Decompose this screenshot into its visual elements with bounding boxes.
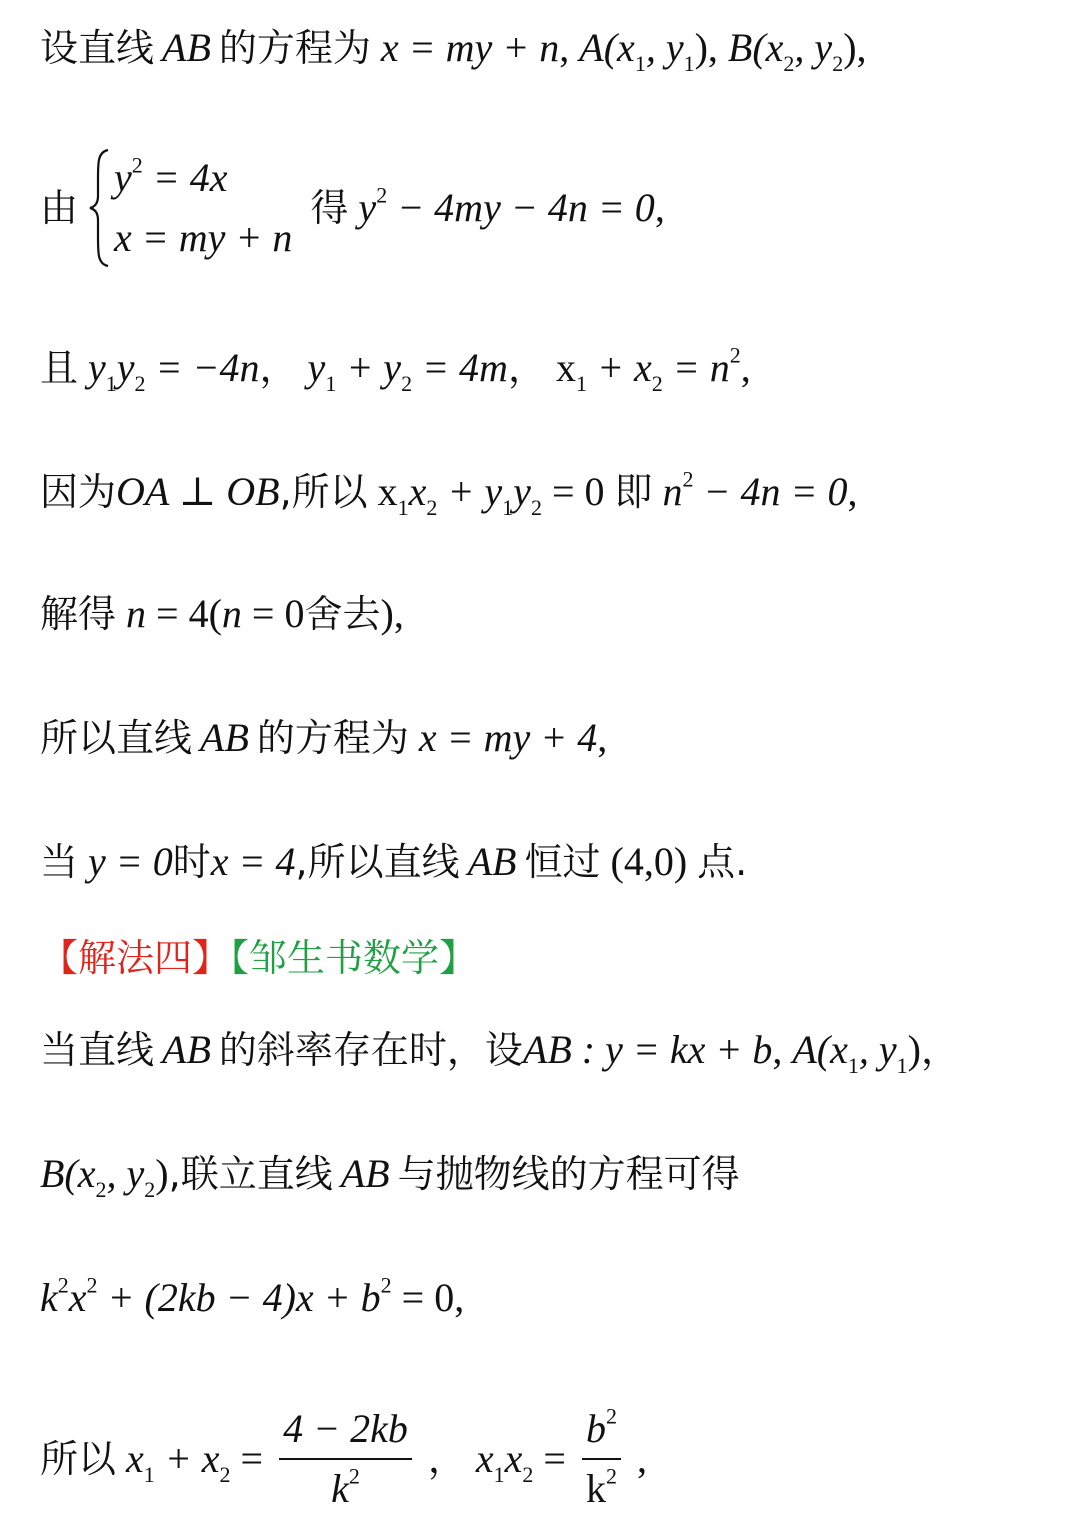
equation: = 0 — [241, 591, 305, 636]
text: 的方程为 — [256, 716, 409, 760]
text: ,联立直线 — [168, 1152, 333, 1196]
equation: = 0 — [391, 1275, 455, 1320]
equation: = 4( — [146, 591, 222, 636]
var: b — [585, 1406, 606, 1451]
sep: ， — [259, 346, 298, 390]
var: y — [513, 469, 531, 514]
equation: x = my + 4 — [418, 715, 598, 760]
subscript: 1 — [634, 50, 646, 76]
subscript: 2 — [522, 1461, 534, 1487]
sep: , — [740, 345, 751, 390]
line-5-solve-n — [40, 588, 404, 640]
var: k — [40, 1275, 58, 1320]
var: x — [377, 469, 398, 514]
exponent: 2 — [131, 152, 143, 178]
line-1-line-equation-setup — [40, 22, 867, 74]
text: 所以直线 — [40, 716, 193, 760]
text: 且 — [40, 346, 79, 390]
var-AB: AB — [522, 1027, 572, 1072]
sep: , — [847, 469, 858, 514]
point-B: B(x — [40, 1151, 96, 1196]
exponent: 2 — [86, 1272, 98, 1298]
subscript: 2 — [144, 1176, 156, 1202]
var: + y — [336, 345, 402, 390]
var: y — [116, 345, 135, 390]
equation: = 4m — [412, 345, 508, 390]
text: ,所以 — [279, 470, 368, 514]
paren: ) — [694, 25, 708, 70]
subscript: 2 — [783, 50, 795, 76]
line-9-slope-setup — [40, 1024, 959, 1076]
var: y — [114, 155, 132, 200]
brace-icon — [88, 148, 112, 268]
fraction-sum — [279, 1400, 412, 1518]
text: 即 — [614, 470, 653, 514]
sep: , — [772, 1027, 783, 1072]
subscript: 1 — [575, 370, 587, 396]
line-10-combine — [40, 1148, 740, 1200]
line-11-quadratic — [40, 1272, 464, 1324]
denominator — [279, 1458, 412, 1518]
var: y — [358, 185, 377, 230]
line-7-fixed-point — [40, 836, 747, 888]
subscript: 1 — [325, 370, 337, 396]
var: k — [585, 1466, 606, 1511]
perpendicular-condition: OA ⊥ OB — [116, 469, 280, 514]
text: 由 — [40, 186, 79, 230]
subscript: 1 — [105, 370, 117, 396]
equation: = 4x — [142, 155, 228, 200]
var: x — [555, 345, 576, 390]
point: (4,0) — [610, 839, 688, 884]
section-heading — [40, 932, 477, 984]
exponent: 2 — [729, 342, 741, 368]
sum-expression — [126, 1436, 264, 1487]
text: 点. — [697, 840, 748, 884]
subscript: 1 — [896, 1052, 908, 1078]
text: 舍去 — [304, 592, 381, 636]
text: 设直线 — [40, 26, 155, 70]
var-AB: AB — [200, 715, 249, 760]
exponent: 2 — [682, 466, 694, 492]
paren: ) — [907, 1027, 921, 1072]
text: 因为 — [40, 470, 117, 514]
numerator — [582, 1400, 621, 1458]
text: 时 — [172, 840, 211, 884]
equation: − 4n = 0 — [693, 469, 848, 514]
paren: ) — [380, 591, 394, 636]
text: 所以 — [40, 1437, 117, 1481]
subscript: 2 — [134, 370, 146, 396]
equation: − 4my − 4n = 0 — [387, 185, 655, 230]
subscript: 1 — [493, 1461, 505, 1487]
system-row-2 — [114, 208, 292, 268]
sep: ， — [427, 1437, 466, 1481]
sep: , — [393, 591, 404, 636]
subscript: 2 — [219, 1461, 231, 1487]
sep: , — [654, 185, 665, 230]
sep: ， — [507, 346, 546, 390]
text: 恒过 — [524, 840, 601, 884]
subscript: 2 — [426, 494, 438, 520]
sep: , — [636, 1436, 647, 1481]
method-label: 【解法四】 — [40, 936, 231, 980]
system-row-1 — [114, 148, 292, 208]
var: + x — [586, 345, 652, 390]
point-B: B(x — [727, 25, 784, 70]
var: x — [504, 1436, 523, 1481]
exponent: 2 — [380, 1272, 392, 1298]
sep: , — [856, 25, 867, 70]
quadratic — [358, 182, 665, 230]
line-6-line-AB — [40, 712, 607, 764]
exponent: 2 — [605, 1463, 617, 1489]
var-AB: AB — [162, 25, 211, 70]
author-label: 【邹生书数学】 — [230, 936, 478, 980]
point-A: , y — [645, 25, 684, 70]
text: 得 — [310, 186, 349, 230]
equation: = 0 — [541, 469, 605, 514]
text: 解得 — [40, 592, 117, 636]
text: 的斜率存在时，设 — [218, 1028, 523, 1072]
line-3-vieta — [40, 342, 751, 394]
numerator: 4 − 2kb — [283, 1406, 408, 1451]
exponent: 2 — [348, 1463, 360, 1489]
var: n — [126, 591, 147, 636]
subscript: 1 — [847, 1052, 859, 1078]
equation: x = 4 — [210, 839, 296, 884]
equals: = — [230, 1436, 264, 1481]
line-4-perpendicular — [40, 466, 858, 518]
sep: ， — [920, 1028, 959, 1072]
equation: = n — [662, 345, 730, 390]
equation: y = 0 — [88, 839, 173, 884]
text: 当 — [40, 840, 79, 884]
paren: ) — [843, 25, 857, 70]
var: x — [475, 1436, 494, 1481]
subscript: 1 — [397, 494, 409, 520]
var: n — [221, 591, 242, 636]
sep: , — [454, 1275, 465, 1320]
subscript: 1 — [502, 494, 514, 520]
equation: = −4n — [145, 345, 260, 390]
sep: , — [559, 25, 570, 70]
var-AB: AB — [340, 1151, 390, 1196]
text: ,所以直线 — [295, 840, 460, 884]
var: y — [88, 345, 106, 390]
exponent: 2 — [605, 1403, 617, 1429]
text: 与抛物线的方程可得 — [397, 1152, 740, 1196]
product-expression — [475, 1436, 566, 1487]
sep: , — [707, 25, 718, 70]
equation: : y = kx + b — [571, 1027, 773, 1072]
exponent: 2 — [376, 182, 388, 208]
var: + y — [437, 469, 503, 514]
text: 的方程为 — [218, 26, 371, 70]
var: x — [408, 469, 427, 514]
var: + x — [154, 1436, 220, 1481]
point-A: A(x — [792, 1027, 848, 1072]
subscript: 2 — [95, 1176, 107, 1202]
point-A: A(x — [579, 25, 635, 70]
subscript: 2 — [651, 370, 663, 396]
text: 当直线 — [40, 1028, 155, 1072]
line-12-vieta-fractions — [40, 1400, 647, 1518]
sep: , — [597, 715, 608, 760]
var: x — [126, 1436, 144, 1481]
exponent: 2 — [57, 1272, 69, 1298]
point-A: , y — [858, 1027, 897, 1072]
var: y — [307, 345, 326, 390]
paren: ) — [155, 1151, 169, 1196]
var: k — [331, 1466, 349, 1511]
equation: x = my + n — [114, 215, 293, 260]
var-AB: AB — [162, 1027, 211, 1072]
point-B: , y — [106, 1151, 145, 1196]
fraction-product — [582, 1400, 621, 1518]
denominator — [582, 1458, 621, 1518]
var-AB: AB — [467, 839, 517, 884]
subscript: 1 — [143, 1461, 155, 1487]
subscript: 1 — [683, 50, 695, 76]
equation: + (2kb − 4)x + b — [97, 1275, 381, 1320]
subscript: 2 — [401, 370, 413, 396]
subscript: 2 — [832, 50, 844, 76]
line-2-system — [40, 148, 665, 268]
equals: = — [533, 1436, 566, 1481]
equation: x = my + n — [380, 25, 560, 70]
subscript: 2 — [530, 494, 542, 520]
var: x — [68, 1275, 87, 1320]
equation-system — [88, 148, 292, 268]
point-B: , y — [794, 25, 833, 70]
var: n — [662, 469, 683, 514]
